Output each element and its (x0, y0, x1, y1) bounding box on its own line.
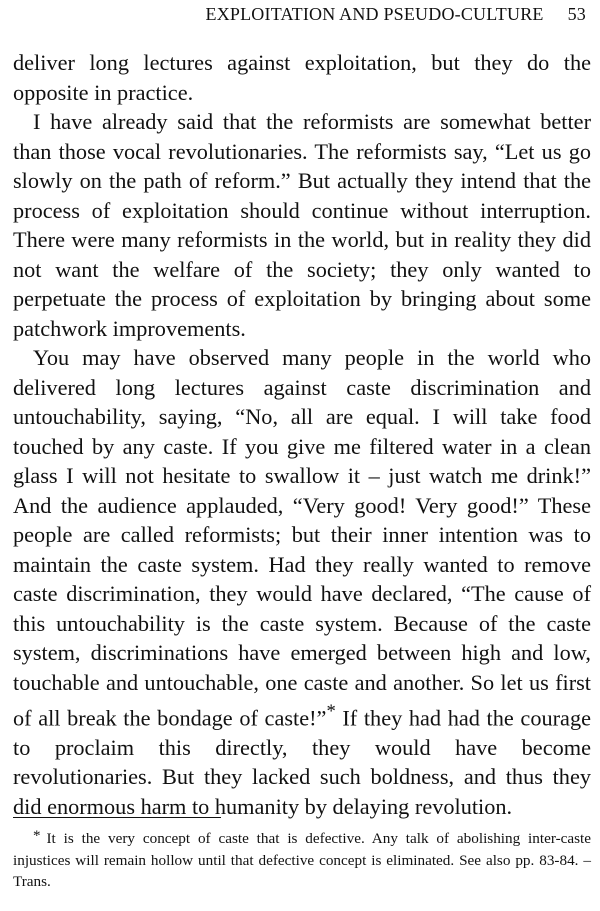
paragraph: I have already said that the reformists are somewhat better than those vocal revolutionaries. The reformists say, “Let us go slowly on the path of reform.” But actually they intend that the process of exploitation should continue without interruption. There were many reformists in the world, but in reality they did not want the welfare of the society; they only wanted to perpetuate the process of exploitation by bringing about some patchwork improvements. (13, 109, 591, 341)
footnote-marker: * (33, 828, 41, 844)
footnote-reference: * (326, 701, 336, 722)
paragraph-text: You may have observed many people in the world who delivered long lectures against caste discrimination and untouchability, saying, “No, all are equal. I will take food touched by any caste. If you give me filtered water in a clean glass I will not hesitate to swallow it – just watch me drink!” And the audience applauded, “Very good! Very good!” These people are called reformists; but their inner intention was to maintain the caste system. Had they really wanted to remove caste discrimination, they would have declared, “The cause of this untouchability is the caste system. Because of the caste system, discriminations have emerged between high and low, touchable and untouchable, one caste and another. So let us first of all break the bondage of caste!” (13, 345, 591, 731)
paragraph-text: If they had had the courage to proclaim this directly, they would have become revolutionaries. But they lacked such boldness, and thus they did enormous harm to humanity by delaying revolution. (13, 705, 591, 819)
footnote-text: It is the very concept of caste that is defective. Any talk of abolishing inter-caste injustices will remain hollow until that defective concept is eliminated. See also pp. 83-84. –Trans. (13, 830, 591, 890)
running-header (0, 4, 586, 25)
running-title: EXPLOITATION AND PSEUDO-CULTURE (205, 4, 544, 24)
main-text (13, 48, 591, 821)
page-number: 53 (567, 4, 586, 24)
paragraph-continued: deliver long lectures against exploitation, but they do the opposite in practice. (13, 50, 591, 105)
footnote (13, 826, 591, 893)
paragraph (13, 343, 591, 821)
footnote-divider (13, 817, 221, 818)
